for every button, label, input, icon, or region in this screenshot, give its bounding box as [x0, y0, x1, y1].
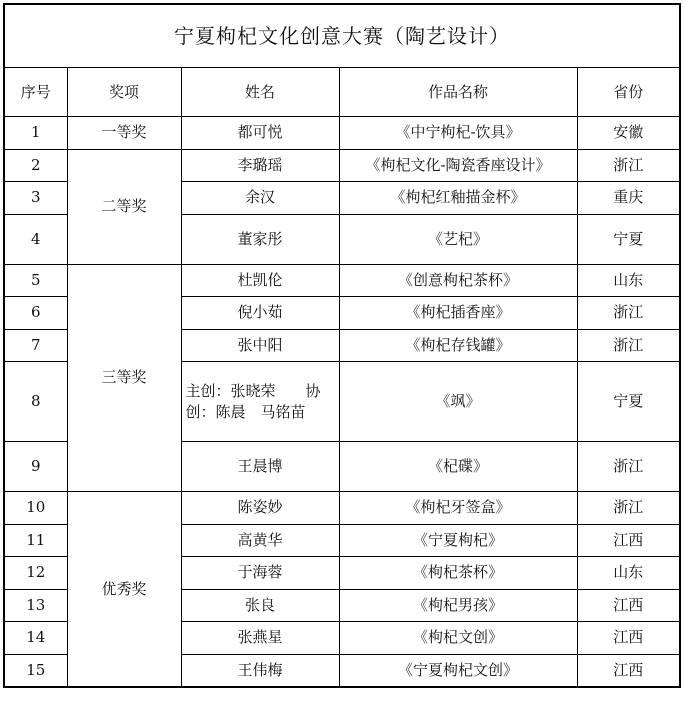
- header-award: 奖项: [67, 68, 181, 117]
- cell-province: 安徽: [577, 117, 680, 150]
- cell-name: 陈姿妙: [181, 492, 339, 525]
- cell-no: 5: [4, 264, 67, 297]
- cell-no: 2: [4, 149, 67, 182]
- cell-no: 3: [4, 182, 67, 215]
- header-row: [4, 68, 680, 117]
- cell-no: 13: [4, 589, 67, 622]
- award-third: 三等奖: [67, 264, 181, 492]
- cell-name: 王伟梅: [181, 654, 339, 687]
- cell-work: 《艺杞》: [339, 214, 577, 264]
- cell-no: 15: [4, 654, 67, 687]
- cell-no: 9: [4, 442, 67, 492]
- cell-work: 《枸杞茶杯》: [339, 557, 577, 590]
- table-row: [4, 149, 680, 182]
- cell-name: 张中阳: [181, 329, 339, 362]
- cell-province: 宁夏: [577, 214, 680, 264]
- cell-no: 1: [4, 117, 67, 150]
- cell-name: 于海蓉: [181, 557, 339, 590]
- cell-province: 浙江: [577, 149, 680, 182]
- cell-name: 张良: [181, 589, 339, 622]
- cell-name: 王晨博: [181, 442, 339, 492]
- cell-name: 李璐瑶: [181, 149, 339, 182]
- cell-name: 董家彤: [181, 214, 339, 264]
- award-second: 二等奖: [67, 149, 181, 264]
- cell-work: 《中宁枸杞-饮具》: [339, 117, 577, 150]
- cell-province: 江西: [577, 589, 680, 622]
- cell-name: 高黄华: [181, 524, 339, 557]
- cell-work: 《杞碟》: [339, 442, 577, 492]
- award-excellent: 优秀奖: [67, 492, 181, 688]
- cell-no: 11: [4, 524, 67, 557]
- cell-no: 14: [4, 622, 67, 655]
- cell-name: 都可悦: [181, 117, 339, 150]
- header-no: 序号: [4, 68, 67, 117]
- cell-no: 6: [4, 297, 67, 330]
- cell-name: 主创：张晓荣 协创：陈晨 马铭苗: [181, 362, 339, 442]
- cell-work: 《枸杞插香座》: [339, 297, 577, 330]
- cell-work: 《宁夏枸杞文创》: [339, 654, 577, 687]
- cell-work: 《枸杞存钱罐》: [339, 329, 577, 362]
- cell-province: 山东: [577, 264, 680, 297]
- table-title: 宁夏枸杞文化创意大赛（陶艺设计）: [4, 4, 680, 68]
- table-row: [4, 264, 680, 297]
- cell-province: 浙江: [577, 492, 680, 525]
- cell-province: 江西: [577, 622, 680, 655]
- award-first: 一等奖: [67, 117, 181, 150]
- cell-name: 杜凯伦: [181, 264, 339, 297]
- table-row: [4, 492, 680, 525]
- cell-work: 《枸杞文创》: [339, 622, 577, 655]
- cell-province: 宁夏: [577, 362, 680, 442]
- cell-name: 张燕星: [181, 622, 339, 655]
- cell-no: 7: [4, 329, 67, 362]
- cell-province: 浙江: [577, 442, 680, 492]
- cell-province: 浙江: [577, 297, 680, 330]
- cell-province: 江西: [577, 654, 680, 687]
- cell-work: 《枸杞文化-陶瓷香座设计》: [339, 149, 577, 182]
- cell-province: 重庆: [577, 182, 680, 215]
- cell-no: 10: [4, 492, 67, 525]
- header-province: 省份: [577, 68, 680, 117]
- title-row: [4, 4, 680, 68]
- cell-province: 浙江: [577, 329, 680, 362]
- header-work: 作品名称: [339, 68, 577, 117]
- cell-no: 12: [4, 557, 67, 590]
- cell-work: 《枸杞牙签盒》: [339, 492, 577, 525]
- header-name: 姓名: [181, 68, 339, 117]
- table-row: [4, 117, 680, 150]
- cell-work: 《创意枸杞茶杯》: [339, 264, 577, 297]
- cell-work: 《宁夏枸杞》: [339, 524, 577, 557]
- cell-work: 《枸杞男孩》: [339, 589, 577, 622]
- cell-province: 山东: [577, 557, 680, 590]
- cell-name: 余汉: [181, 182, 339, 215]
- cell-name: 倪小茹: [181, 297, 339, 330]
- cell-no: 4: [4, 214, 67, 264]
- cell-no: 8: [4, 362, 67, 442]
- cell-work: 《枸杞红釉描金杯》: [339, 182, 577, 215]
- cell-work: 《飒》: [339, 362, 577, 442]
- award-table: [3, 3, 681, 688]
- cell-province: 江西: [577, 524, 680, 557]
